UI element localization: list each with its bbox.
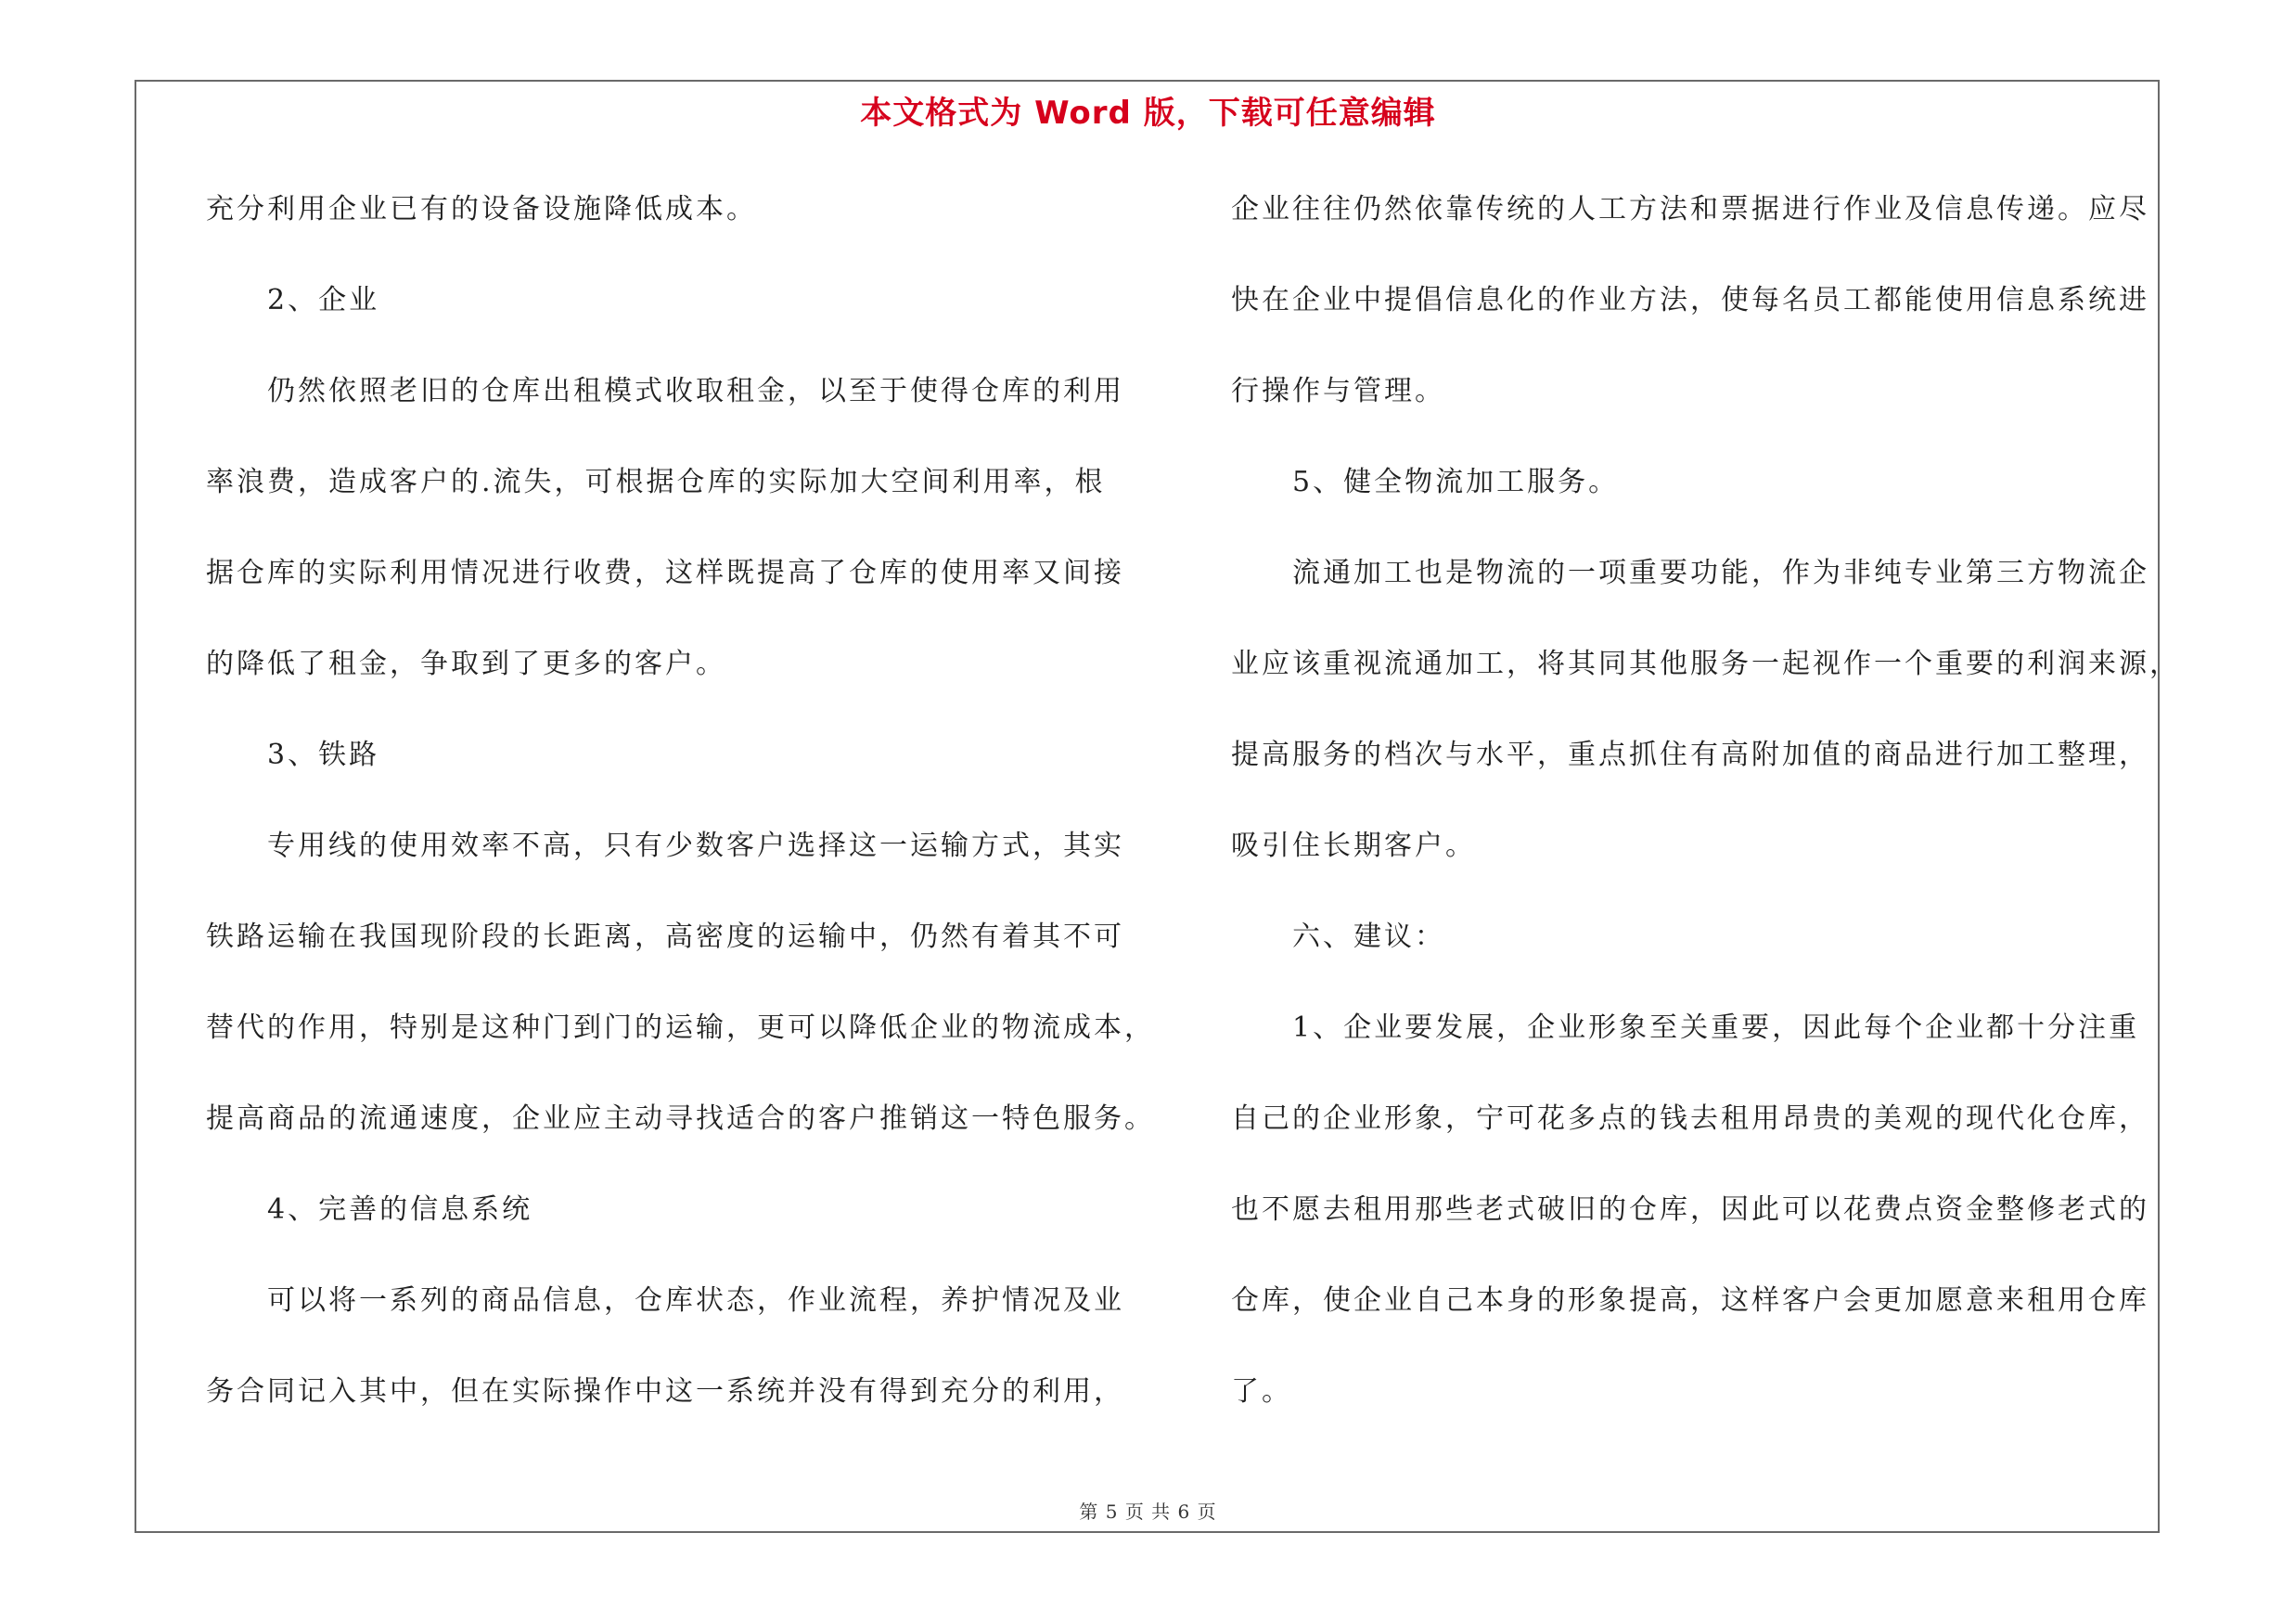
- paragraph-line: 提高商品的流通速度，企业应主动寻找适合的客户推销这一特色服务。: [206, 1102, 1155, 1135]
- paragraph-line: 仍然依照老旧的仓库出租模式收取租金，以至于使得仓库的利用: [206, 375, 1124, 407]
- paragraph-line: 专用线的使用效率不高，只有少数客户选择这一运输方式，其实: [206, 830, 1124, 862]
- section-heading: 5、健全物流加工服务。: [1231, 466, 1620, 498]
- paragraph-line: 可以将一系列的商品信息，仓库状态，作业流程，养护情况及业: [206, 1284, 1124, 1317]
- paragraph-line: 企业往往仍然依靠传统的人工方法和票据进行作业及信息传递。应尽: [1231, 193, 2149, 225]
- paragraph-line: 仓库，使企业自己本身的形象提高，这样客户会更加愿意来租用仓库: [1231, 1284, 2149, 1317]
- paragraph-line: 的降低了租金，争取到了更多的客户。: [206, 648, 726, 680]
- paragraph-line: 替代的作用，特别是这种门到门的运输，更可以降低企业的物流成本，: [206, 1011, 1155, 1044]
- paragraph-line: 业应该重视流通加工，将其同其他服务一起视作一个重要的利润来源，: [1231, 648, 2180, 680]
- paragraph-line: 提高服务的档次与水平，重点抓住有高附加值的商品进行加工整理，: [1231, 739, 2149, 771]
- paragraph-line: 也不愿去租用那些老式破旧的仓库，因此可以花费点资金整修老式的: [1231, 1193, 2149, 1226]
- paragraph-line: 率浪费，造成客户的.流失，可根据仓库的实际加大空间利用率，根: [206, 466, 1106, 498]
- paragraph-line: 1、企业要发展，企业形象至关重要，因此每个企业都十分注重: [1231, 1011, 2140, 1044]
- paragraph-line: 据仓库的实际利用情况进行收费，这样既提高了仓库的使用率又间接: [206, 557, 1124, 589]
- left-text-column: [206, 182, 1155, 1455]
- paragraph-line: 快在企业中提倡信息化的作业方法，使每名员工都能使用信息系统进: [1231, 284, 2149, 316]
- header-banner: 本文格式为 Word 版，下载可任意编辑: [860, 95, 1436, 132]
- section-heading: 3、铁路: [206, 739, 380, 771]
- page-number: 第 5 页 共 6 页: [1079, 1501, 1217, 1523]
- paragraph-line: 吸引住长期客户。: [1231, 830, 1476, 862]
- section-heading: 4、完善的信息系统: [206, 1193, 533, 1226]
- section-heading: 2、企业: [206, 284, 380, 316]
- section-heading: 六、建议：: [1231, 921, 1445, 953]
- paragraph-line: 充分利用企业已有的设备设施降低成本。: [206, 193, 757, 225]
- paragraph-line: 务合同记入其中，但在实际操作中这一系统并没有得到充分的利用，: [206, 1375, 1124, 1408]
- paragraph-line: 流通加工也是物流的一项重要功能，作为非纯专业第三方物流企: [1231, 557, 2149, 589]
- paragraph-line: 行操作与管理。: [1231, 375, 1445, 407]
- paragraph-line: 了。: [1231, 1375, 1292, 1408]
- paragraph-line: 铁路运输在我国现阶段的长距离，高密度的运输中，仍然有着其不可: [206, 921, 1124, 953]
- paragraph-line: 自己的企业形象，宁可花多点的钱去租用昂贵的美观的现代化仓库，: [1231, 1102, 2149, 1135]
- right-text-column: [1231, 182, 2180, 1455]
